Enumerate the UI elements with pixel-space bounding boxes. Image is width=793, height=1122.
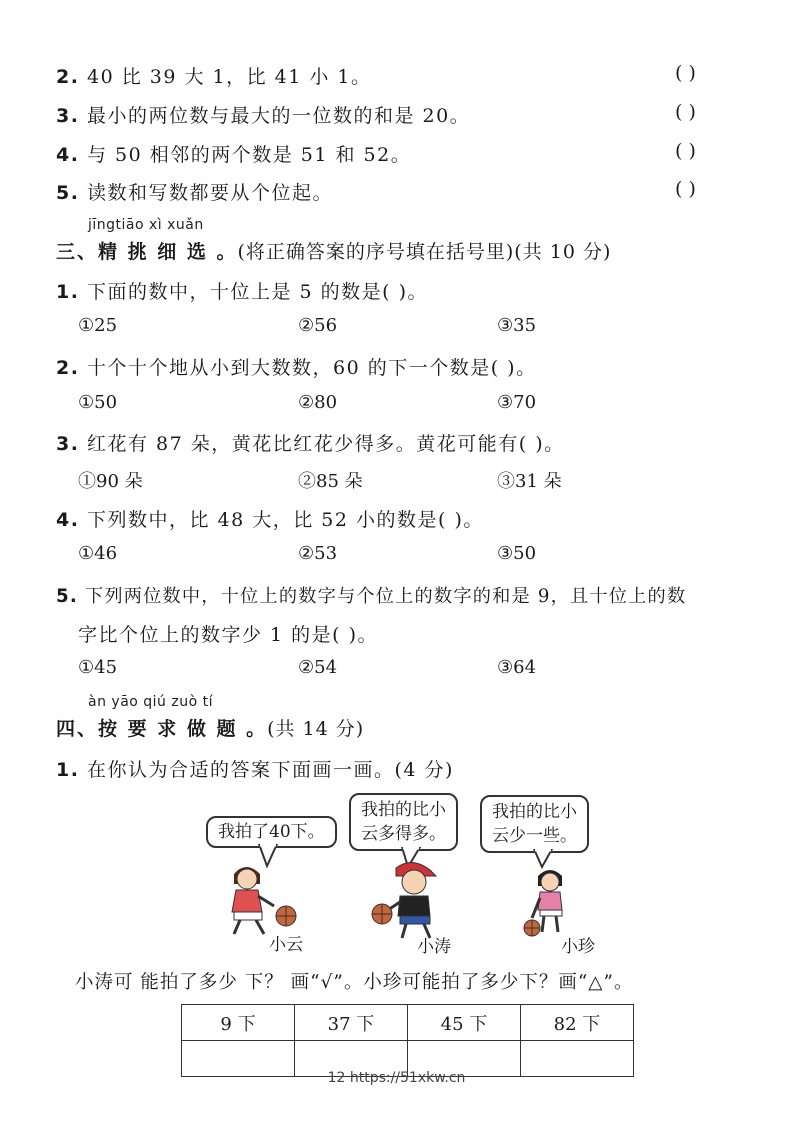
answer-parens[interactable]: ( ) — [675, 140, 696, 162]
option-b[interactable]: ②54 — [298, 657, 338, 678]
item-number: 3. — [56, 433, 80, 455]
name-xiaozhen: 小珍 — [561, 937, 595, 957]
judge-item-2 — [56, 62, 371, 89]
option-b[interactable]: ②56 — [298, 315, 338, 336]
option-b[interactable]: ②80 — [298, 392, 338, 413]
question-text: 十个十个地从小到大数数，60 的下一个数是( )。 — [87, 357, 537, 379]
bubble-text: 我拍了40下。 — [218, 822, 325, 842]
item-text: 读数和写数都要从个位起。 — [87, 182, 334, 204]
judge-item-5 — [56, 178, 333, 205]
option-a[interactable]: ①90 朵 — [78, 471, 143, 492]
item-number: 3. — [56, 105, 80, 127]
answer-parens[interactable]: ( ) — [675, 62, 696, 84]
speech-bubble-zhen — [480, 795, 589, 853]
judge-item-4 — [56, 140, 411, 167]
table-header-cell: 82 下 — [521, 1005, 634, 1041]
bubble-text: 云多得多。 — [361, 824, 446, 844]
option-a[interactable]: ①50 — [78, 392, 118, 413]
item-number: 1. — [56, 281, 80, 303]
section3-pinyin: jīngtiāo xì xuǎn — [88, 217, 204, 233]
section3-title: 三、精 挑 细 选 。 — [56, 241, 238, 263]
bubble-text: 云少一些。 — [492, 826, 577, 846]
section4-heading — [56, 714, 364, 741]
item-text: 与 50 相邻的两个数是 51 和 52。 — [87, 144, 412, 166]
item-number: 5. — [56, 182, 80, 204]
option-b[interactable]: ②85 朵 — [298, 471, 363, 492]
question-text: 在你认为合适的答案下面画一画。(4 分) — [87, 759, 454, 781]
s3-question-3 — [56, 429, 565, 456]
item-number: 2. — [56, 357, 80, 379]
question-text: 红花有 87 朵，黄花比红花少得多。黄花可能有( )。 — [87, 433, 565, 455]
boy-xiaotao-icon — [368, 858, 458, 942]
s3-question-2 — [56, 353, 537, 380]
question-text: 下列数中，比 48 大，比 52 小的数是( )。 — [87, 509, 484, 531]
item-text: 40 比 39 大 1，比 41 小 1。 — [87, 66, 372, 88]
bubble-text: 我拍的比小 — [361, 800, 446, 820]
section3-subtitle: (将正确答案的序号填在括号里)(共 10 分) — [237, 241, 612, 263]
answer-table — [181, 1004, 634, 1077]
option-a[interactable]: ①25 — [78, 315, 118, 336]
section4-title: 四、按 要 求 做 题 。 — [56, 718, 268, 740]
item-number: 2. — [56, 66, 80, 88]
section3-heading — [56, 237, 611, 264]
judge-item-3 — [56, 101, 470, 128]
item-number: 4. — [56, 144, 80, 166]
bubble-text: 我拍的比小 — [492, 802, 577, 822]
option-c[interactable]: ③50 — [497, 543, 537, 564]
girl-xiaozhen-icon — [522, 866, 592, 942]
name-xiaotao: 小涛 — [417, 937, 451, 957]
s3-question-1 — [56, 277, 428, 304]
item-number: 4. — [56, 509, 80, 531]
option-c[interactable]: ③70 — [497, 392, 537, 413]
option-c[interactable]: ③35 — [497, 315, 537, 336]
page-footer: 12 https://51xkw.cn — [327, 1070, 466, 1086]
question-text: 下列两位数中，十位上的数字与个位上的数字的和是 9，且十位上的数 — [84, 586, 687, 607]
s4-question-1 — [56, 755, 454, 782]
question-text-cont: 字比个位上的数字少 1 的是( )。 — [78, 624, 379, 646]
item-number: 5. — [56, 586, 78, 607]
option-c[interactable]: ③64 — [497, 657, 537, 678]
speech-bubble-tao — [349, 793, 458, 851]
option-b[interactable]: ②53 — [298, 543, 338, 564]
option-c[interactable]: ③31 朵 — [497, 471, 562, 492]
item-number: 1. — [56, 759, 80, 781]
table-header-cell: 37 下 — [295, 1005, 408, 1041]
option-a[interactable]: ①46 — [78, 543, 118, 564]
s3-question-5 — [56, 582, 686, 608]
question-text: 下面的数中，十位上是 5 的数是( )。 — [87, 281, 429, 303]
answer-parens[interactable]: ( ) — [675, 101, 696, 123]
section4-subtitle: (共 14 分) — [267, 718, 365, 740]
answer-parens[interactable]: ( ) — [675, 178, 696, 200]
table-header-cell: 9 下 — [182, 1005, 295, 1041]
table-header-row — [182, 1005, 634, 1041]
girl-xiaoyun-icon — [216, 860, 306, 940]
section4-pinyin: àn yāo qiú zuò tí — [88, 694, 213, 710]
item-text: 最小的两位数与最大的一位数的和是 20。 — [87, 105, 471, 127]
s3-question-4 — [56, 505, 484, 532]
instruction-text: 小涛可 能拍了多少 下？ 画“√”。小珍可能拍了多少下？画“△”。 — [75, 972, 634, 993]
option-a[interactable]: ①45 — [78, 657, 118, 678]
name-xiaoyun: 小云 — [269, 935, 303, 955]
table-header-cell: 45 下 — [408, 1005, 521, 1041]
